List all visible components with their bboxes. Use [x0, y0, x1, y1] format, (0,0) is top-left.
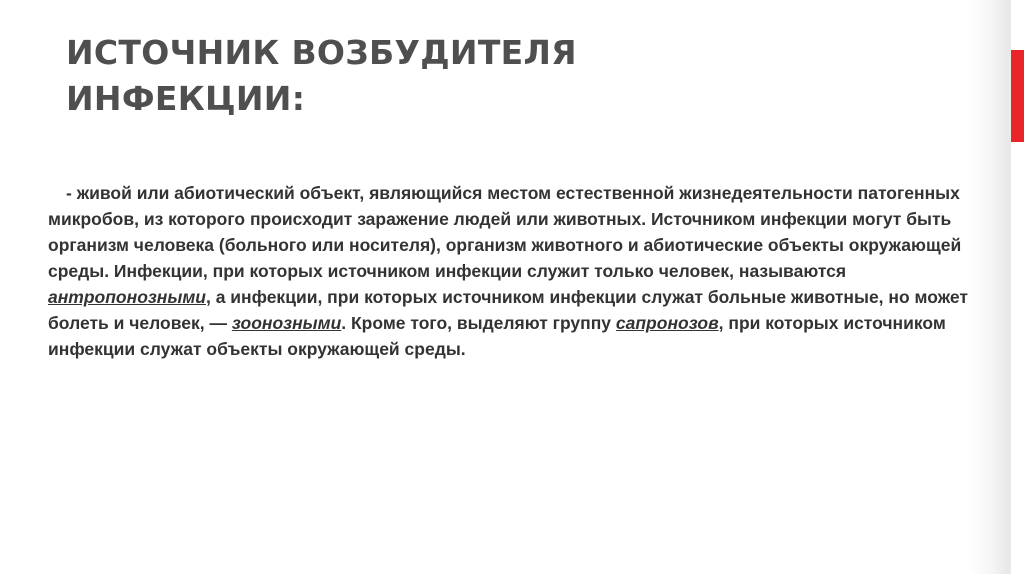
- paragraph-mid-2: . Кроме того, выделяют группу: [341, 313, 616, 333]
- term-sapronoses: сапронозов: [615, 313, 719, 333]
- slide-title: ИСТОЧНИК ВОЗБУДИТЕЛЯ ИНФЕКЦИИ:: [66, 33, 577, 118]
- accent-bar: [1011, 50, 1024, 142]
- term-zoonoses: зоонозными: [231, 313, 342, 333]
- paragraph-tail: , при которых источником инфекции служат объекты окружающей среды.: [48, 313, 946, 359]
- body-paragraph: [48, 180, 978, 362]
- paragraph-mid-1: , а инфекции, при которых источником инфекции служат больные животные, но может болеть и человек, —: [48, 287, 968, 333]
- paragraph-lead: - живой или абиотический объект, являющийся местом естественной жизнедеятельности патогенных микробов, из которого происходит заражение людей или животных. Источником инфекции могут быть организм человека (больного или носителя), организм животного и абиотические объекты окружающей среды. Инфекции, при которых источником инфекции служит только человек, называются: [48, 183, 962, 281]
- term-anthroponoses: антропонозными: [48, 287, 206, 307]
